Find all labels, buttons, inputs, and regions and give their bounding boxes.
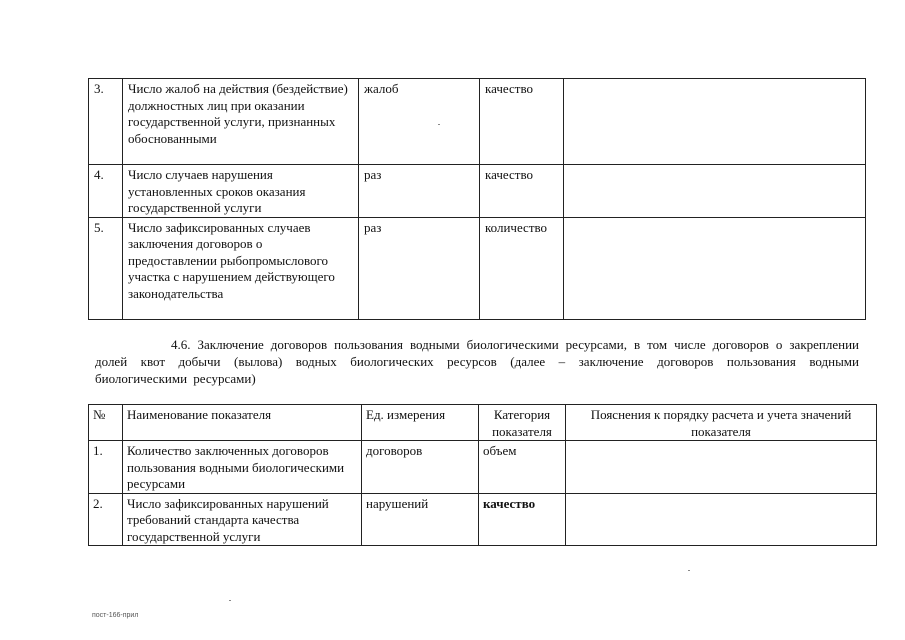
row-number: 5.: [89, 217, 123, 319]
indicator-category: качество: [480, 165, 564, 218]
scan-speck: [438, 124, 440, 125]
indicator-explanation: [564, 165, 866, 218]
unit-of-measure: жалоб: [359, 79, 480, 165]
header-number: №: [89, 405, 123, 441]
scan-speck: [229, 600, 231, 601]
indicator-explanation: [564, 217, 866, 319]
indicator-category: объем: [479, 441, 566, 494]
section-heading-paragraph: 4.6. Заключение договоров пользования водными биологическими ресурсами, в том числе договоров о закреплении долей квот добычи (вылова) водных биологических ресурсов (далее – заключение договоров пользования водными биологическими ресурсами): [95, 337, 859, 386]
unit-of-measure: раз: [359, 165, 480, 218]
indicator-name: Число зафиксированных случаев заключения договоров о предоставлении рыбопромыслового участка с нарушением действующего законодательства: [123, 217, 359, 319]
row-number: 4.: [89, 165, 123, 218]
row-number: 2.: [89, 493, 123, 546]
indicator-category: качество: [479, 493, 566, 546]
indicator-name: Число жалоб на действия (бездействие) должностных лиц при оказании государственной услуги, признанных обоснованными: [123, 79, 359, 165]
row-number: 3.: [89, 79, 123, 165]
header-unit: Ед. измерения: [362, 405, 479, 441]
indicator-name: Количество заключенных договоров пользования водными биологическими ресурсами: [123, 441, 362, 494]
header-category: Категория показателя: [479, 405, 566, 441]
table-row: [89, 217, 866, 319]
header-indicator-name: Наименование показателя: [123, 405, 362, 441]
header-explanation: Пояснения к порядку расчета и учета значений показателя: [566, 405, 877, 441]
indicators-table-continued: [88, 78, 866, 320]
table-row: [89, 165, 866, 218]
indicator-explanation: [566, 441, 877, 494]
unit-of-measure: нарушений: [362, 493, 479, 546]
indicator-category: качество: [480, 79, 564, 165]
indicator-explanation: [566, 493, 877, 546]
indicator-name: Число зафиксированных нарушений требований стандарта качества государственной услуги: [123, 493, 362, 546]
indicator-explanation: [564, 79, 866, 165]
table-row: [89, 493, 877, 546]
indicators-table: [88, 404, 877, 546]
indicator-name: Число случаев нарушения установленных сроков оказания государственной услуги: [123, 165, 359, 218]
footer-file-note: пост-166-прил: [92, 612, 139, 619]
scan-speck: [688, 570, 690, 571]
indicator-category: количество: [480, 217, 564, 319]
unit-of-measure: раз: [359, 217, 480, 319]
table-header-row: [89, 405, 877, 441]
unit-of-measure: договоров: [362, 441, 479, 494]
table-row: [89, 441, 877, 494]
row-number: 1.: [89, 441, 123, 494]
table-row: [89, 79, 866, 165]
